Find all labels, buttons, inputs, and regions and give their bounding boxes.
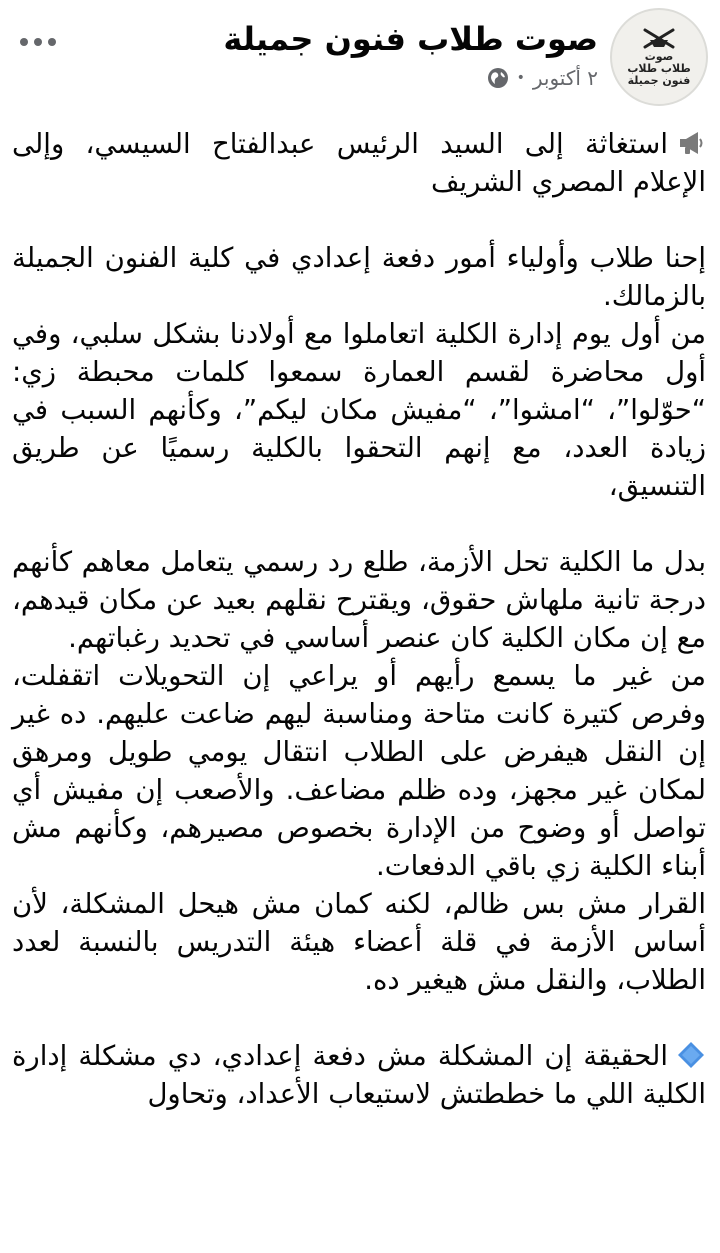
more-options-button[interactable] xyxy=(16,24,60,60)
paragraph-gap xyxy=(12,999,706,1037)
more-dots-icon xyxy=(18,37,58,47)
post-body xyxy=(0,125,720,1253)
page-avatar[interactable] xyxy=(610,8,708,106)
appeal-text: استغاثة إلى السيد الرئيس عبدالفتاح السيسي، وإلى الإعلام المصري الشريف xyxy=(12,128,706,198)
paragraph-gap xyxy=(12,201,706,239)
post-paragraph-intro: إحنا طلاب وأولياء أمور دفعة إعدادي في كلية الفنون الجميلة بالزمالك. من أول يوم إدارة الكلية اتعاملوا مع أولادنا بشكل سلبي، وفي أول محاضرة لقسم العمارة سمعوا كلمات محبطة زي: “حوّلوا”، “امشوا”، “مفيش مكان ليكم”، وكأنهم السبب في زيادة العدد، مع إنهم التحقوا بالكلية رسميًا عن طريق التنسيق، xyxy=(12,242,706,502)
meta-separator: • xyxy=(516,70,525,86)
post-header xyxy=(0,0,720,120)
pencil-ruler-logo-icon xyxy=(642,27,676,49)
post-meta xyxy=(487,66,598,90)
blue-diamond-icon xyxy=(676,1040,706,1070)
globe-icon[interactable] xyxy=(487,67,509,89)
megaphone-icon xyxy=(676,128,706,158)
post-paragraph-appeal xyxy=(12,125,706,201)
post-paragraph-details: بدل ما الكلية تحل الأزمة، طلع رد رسمي يتعامل معاهم كأنهم درجة تانية ملهاش حقوق، ويقترح نقلهم بعيد عن مكان قيدهم، مع إن مكان الكلية كان عنصر أساسي في تحديد رغباتهم. من غير ما يسمع رأيهم أو يراعي إن التحويلات اتقفلت، وفرص كتيرة كانت متاحة ومناسبة ليهم ضاعت عليهم. ده غير إن النقل هيفرض على الطلاب انتقال يومي طويل ومرهق لمكان غير مجهز، وده ظلم مضاعف. والأصعب إن مفيش أي تواصل أو وضوح من الإدارة بخصوص مصيرهم، وكأنهم مش أبناء الكلية زي باقي الدفعات. القرار مش بس ظالم، لكنه كمان مش هيحل المشكلة، لأن أساس الأزمة في قلة أعضاء هيئة التدريس بالنسبة لعدد الطلاب، والنقل مش هيغير ده. xyxy=(12,546,706,996)
paragraph-gap xyxy=(12,505,706,543)
post-paragraph-truth xyxy=(12,1037,706,1113)
avatar-text: صوت طلاب طلاب فنون جميلة xyxy=(627,50,691,87)
truth-text: الحقيقة إن المشكلة مش دفعة إعدادي، دي مشكلة إدارة الكلية اللي ما خططتش لاستيعاب الأعداد، وتحاول xyxy=(12,1040,706,1110)
post-date[interactable]: ٢ أكتوبر xyxy=(532,66,598,90)
page-name[interactable]: صوت طلاب فنون جميلة xyxy=(223,20,598,58)
